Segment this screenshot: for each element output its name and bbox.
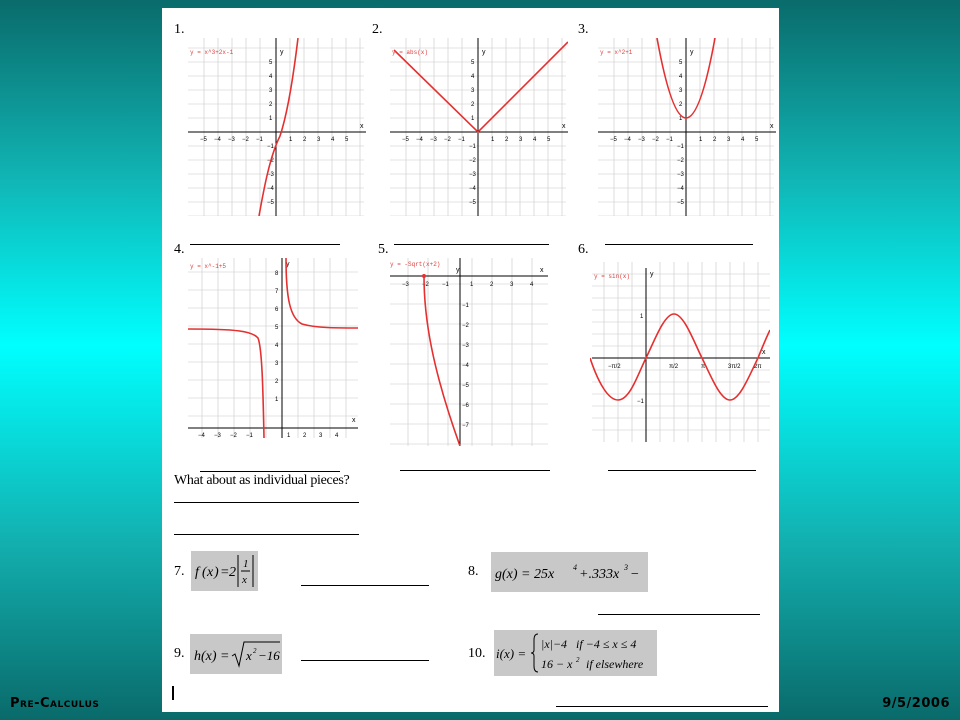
graph-5 — [388, 258, 548, 446]
axis-label-y: y — [280, 49, 284, 56]
svg-text:−5: −5 — [462, 383, 469, 389]
svg-text:−5: −5 — [469, 200, 476, 206]
svg-text:g(x) = 25x: g(x) = 25x — [495, 567, 555, 582]
svg-text:−7: −7 — [462, 423, 469, 429]
svg-text:−4: −4 — [267, 186, 274, 192]
trig-tick-4: 2π — [754, 364, 762, 370]
svg-text:5: 5 — [755, 137, 759, 143]
svg-text:5: 5 — [547, 137, 551, 143]
svg-text:−2: −2 — [677, 158, 684, 164]
svg-text:1: 1 — [287, 433, 291, 438]
problem-number-8: 8. — [468, 564, 479, 579]
svg-text:−2: −2 — [469, 158, 476, 164]
svg-text:x: x — [246, 648, 252, 663]
formula-7-render — [191, 551, 258, 591]
answer-blank-pieces-2[interactable] — [174, 534, 359, 535]
svg-text:1: 1 — [269, 116, 273, 122]
svg-text:if elsewhere: if elsewhere — [586, 657, 644, 671]
svg-text:−2: −2 — [230, 433, 237, 438]
equation-label-5: y = -Sqrt(x+2) — [390, 261, 441, 268]
svg-text:−: − — [630, 567, 640, 582]
svg-text:5: 5 — [345, 137, 349, 143]
svg-text:−4: −4 — [469, 186, 476, 192]
svg-text:1: 1 — [699, 137, 703, 143]
svg-text:−1: −1 — [246, 433, 253, 438]
question-text: What about as individual pieces? — [174, 473, 350, 488]
svg-text:4: 4 — [335, 433, 339, 438]
equation-label-4: y = x^-1+5 — [190, 263, 227, 270]
svg-text:1: 1 — [471, 116, 475, 122]
answer-blank-7[interactable] — [301, 585, 429, 586]
svg-text:−6: −6 — [462, 403, 469, 409]
formula-8 — [491, 552, 648, 592]
svg-text:5: 5 — [275, 325, 279, 331]
svg-text:1: 1 — [275, 397, 279, 403]
svg-text:−2: −2 — [267, 158, 274, 164]
answer-blank-10[interactable] — [556, 706, 768, 707]
worksheet — [162, 8, 779, 712]
formula-9-render — [190, 634, 282, 674]
equation-label-2: y = abs(x) — [392, 49, 429, 56]
svg-text:−4: −4 — [624, 137, 631, 143]
svg-text:−4: −4 — [462, 363, 469, 369]
svg-text:−2: −2 — [242, 137, 249, 143]
problem-number-5: 5. — [378, 242, 389, 257]
svg-text:4: 4 — [573, 563, 577, 572]
axis-label-x: x — [762, 349, 766, 356]
equation-label-1: y = x^3+2x-1 — [190, 49, 234, 56]
trig-tick-3: 3π/2 — [728, 364, 741, 370]
svg-text:−1: −1 — [637, 399, 644, 405]
svg-text:−5: −5 — [200, 137, 207, 143]
svg-text:): ) — [214, 565, 219, 580]
svg-text:4: 4 — [533, 137, 537, 143]
svg-text:3: 3 — [519, 137, 523, 143]
svg-text:h(x) =: h(x) = — [194, 649, 230, 664]
curve-4-left — [188, 329, 264, 438]
svg-text:−4: −4 — [677, 186, 684, 192]
formula-8-render — [491, 552, 648, 592]
answer-blank-3[interactable] — [605, 244, 753, 245]
svg-text:−1: −1 — [666, 137, 673, 143]
svg-text:3: 3 — [679, 88, 683, 94]
answer-blank-pieces-1[interactable] — [174, 502, 359, 503]
answer-blank-9[interactable] — [301, 660, 429, 661]
svg-text:8: 8 — [275, 271, 279, 277]
svg-text:−2: −2 — [444, 137, 451, 143]
answer-blank-1[interactable] — [190, 244, 340, 245]
svg-text:−1: −1 — [256, 137, 263, 143]
svg-text:−3: −3 — [430, 137, 437, 143]
equation-label-3: y = x^2+1 — [600, 49, 633, 56]
svg-text:6: 6 — [275, 307, 279, 313]
problem-number-7: 7. — [174, 564, 185, 579]
svg-text:4: 4 — [471, 74, 475, 80]
trig-tick-1: π/2 — [669, 364, 679, 370]
svg-text:−4: −4 — [198, 433, 205, 438]
svg-text:3: 3 — [471, 88, 475, 94]
problem-number-6: 6. — [578, 242, 589, 257]
answer-blank-8[interactable] — [598, 614, 760, 615]
answer-blank-5[interactable] — [400, 470, 550, 471]
svg-text:f: f — [195, 565, 199, 580]
svg-text:−2: −2 — [652, 137, 659, 143]
graph-3 — [596, 38, 776, 216]
svg-text:|x|−4 if −4 ≤ x ≤ 4: |x|−4 if −4 ≤ x ≤ 4 — [541, 637, 637, 651]
svg-text:−3: −3 — [214, 433, 221, 438]
problem-number-1: 1. — [174, 22, 185, 37]
svg-text:5: 5 — [471, 60, 475, 66]
svg-text:3: 3 — [275, 361, 279, 367]
svg-text:−3: −3 — [267, 172, 274, 178]
svg-text:2: 2 — [471, 102, 475, 108]
answer-blank-4[interactable] — [200, 471, 340, 472]
formula-10-render — [494, 630, 657, 676]
svg-text:−5: −5 — [677, 200, 684, 206]
svg-text:−5: −5 — [402, 137, 409, 143]
curve-5 — [424, 276, 460, 446]
svg-text:−5: −5 — [610, 137, 617, 143]
svg-text:−3: −3 — [402, 282, 409, 288]
trig-tick-2: π — [701, 364, 706, 370]
svg-text:2: 2 — [275, 379, 279, 385]
svg-text:2: 2 — [713, 137, 717, 143]
trig-tick-0: −π/2 — [608, 364, 621, 370]
svg-text:16 − x: 16 − x — [541, 657, 573, 671]
axis-label-y: y — [650, 271, 654, 278]
svg-text:x: x — [242, 574, 247, 586]
answer-blank-6[interactable] — [608, 470, 756, 471]
svg-text:−2: −2 — [422, 282, 429, 288]
svg-text:i(x) =: i(x) = — [496, 646, 527, 661]
svg-text:−2: −2 — [462, 323, 469, 329]
svg-text:−1: −1 — [677, 144, 684, 150]
svg-text:−3: −3 — [469, 172, 476, 178]
svg-text:−16: −16 — [258, 648, 280, 663]
svg-text:3: 3 — [510, 282, 514, 288]
axis-label-x: x — [770, 123, 774, 130]
svg-text:1: 1 — [491, 137, 495, 143]
svg-text:x: x — [207, 565, 214, 580]
text-cursor — [172, 686, 174, 700]
curve-4-right — [286, 258, 358, 328]
answer-blank-2[interactable] — [394, 244, 549, 245]
svg-text:−4: −4 — [214, 137, 221, 143]
svg-text:1: 1 — [679, 116, 683, 122]
svg-text:4: 4 — [741, 137, 745, 143]
equation-label-6: y = sin(x) — [594, 273, 631, 280]
axis-label-y: y — [690, 49, 694, 56]
graph-2 — [388, 38, 568, 216]
svg-text:−1: −1 — [442, 282, 449, 288]
svg-text:2: 2 — [505, 137, 509, 143]
axis-label-y: y — [482, 49, 486, 56]
svg-text:1: 1 — [289, 137, 293, 143]
curve-6 — [590, 314, 770, 400]
curve-1 — [259, 38, 298, 216]
svg-text:4: 4 — [269, 74, 273, 80]
axis-label-x: x — [352, 417, 356, 424]
svg-text:3: 3 — [624, 563, 628, 572]
formula-7 — [191, 551, 258, 591]
svg-text:2: 2 — [229, 565, 236, 580]
svg-text:4: 4 — [679, 74, 683, 80]
axis-label-x: x — [540, 267, 544, 274]
svg-text:2: 2 — [253, 647, 257, 655]
svg-text:1: 1 — [470, 282, 474, 288]
axis-label-y: y — [456, 267, 460, 274]
svg-text:2: 2 — [303, 137, 307, 143]
svg-text:4: 4 — [331, 137, 335, 143]
svg-text:−3: −3 — [677, 172, 684, 178]
axis-label-x: x — [562, 123, 566, 130]
svg-text:5: 5 — [679, 60, 683, 66]
svg-text:2: 2 — [269, 102, 273, 108]
svg-text:−3: −3 — [228, 137, 235, 143]
graph-1 — [186, 38, 366, 216]
problem-number-9: 9. — [174, 646, 185, 661]
problem-number-10: 10. — [468, 646, 486, 661]
graph-4 — [186, 258, 358, 438]
svg-text:=: = — [220, 565, 230, 580]
svg-text:4: 4 — [530, 282, 534, 288]
problem-number-4: 4. — [174, 242, 185, 257]
svg-text:−1: −1 — [267, 144, 274, 150]
svg-text:−3: −3 — [638, 137, 645, 143]
formula-10 — [494, 630, 657, 676]
formula-9 — [190, 634, 282, 674]
svg-text:2: 2 — [576, 656, 580, 664]
svg-text:1: 1 — [243, 558, 249, 570]
footer-course: Pre-Calculus — [10, 696, 100, 711]
svg-text:4: 4 — [275, 343, 279, 349]
svg-text:1: 1 — [640, 314, 644, 320]
svg-text:−1: −1 — [462, 303, 469, 309]
svg-text:2: 2 — [679, 102, 683, 108]
svg-text:2: 2 — [303, 433, 307, 438]
axis-label-x: x — [360, 123, 364, 130]
problem-number-2: 2. — [372, 22, 383, 37]
svg-text:5: 5 — [269, 60, 273, 66]
svg-text:+.333x: +.333x — [579, 567, 620, 582]
svg-text:3: 3 — [319, 433, 323, 438]
footer-date: 9/5/2006 — [882, 696, 950, 711]
graph-6 — [590, 262, 770, 442]
svg-text:2: 2 — [490, 282, 494, 288]
svg-text:3: 3 — [727, 137, 731, 143]
svg-text:−5: −5 — [267, 200, 274, 206]
svg-text:−4: −4 — [416, 137, 423, 143]
svg-text:3: 3 — [269, 88, 273, 94]
svg-text:7: 7 — [275, 289, 279, 295]
problem-number-3: 3. — [578, 22, 589, 37]
svg-text:(: ( — [202, 565, 207, 580]
svg-text:−1: −1 — [458, 137, 465, 143]
axis-label-y: y — [286, 261, 290, 268]
svg-text:−3: −3 — [462, 343, 469, 349]
svg-text:3: 3 — [317, 137, 321, 143]
svg-text:−1: −1 — [469, 144, 476, 150]
